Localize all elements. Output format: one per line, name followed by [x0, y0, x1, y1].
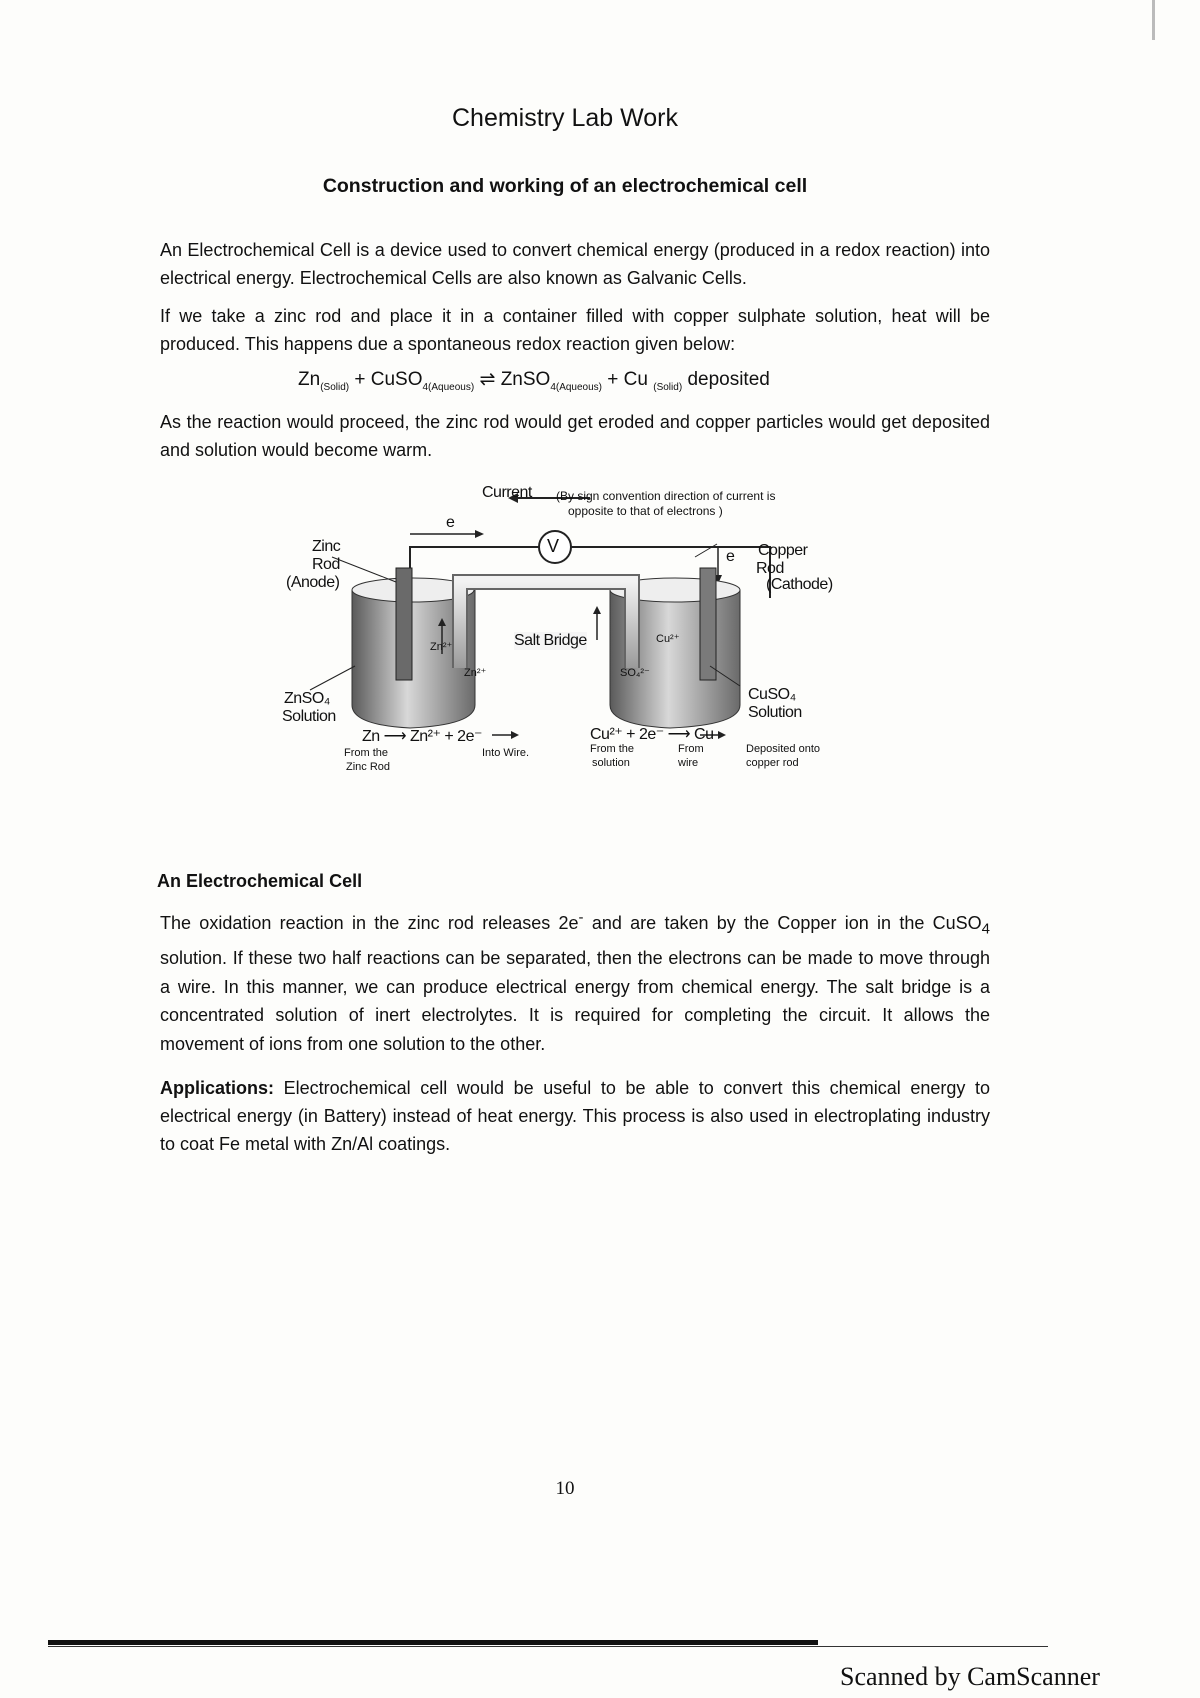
redox-equation: [298, 368, 770, 393]
eq-cu: + Cu: [607, 369, 648, 390]
explanation-a: The oxidation reaction in the zinc rod releases 2e: [160, 913, 579, 933]
cu-ion-label: Cu²⁺: [656, 633, 680, 645]
explanation-c: solution. If these two half reactions can be separated, then the electrons can be made to move through a wire. In this manner, we can produce electrical energy from chemical energy. The salt bridge is a concentrated solution of inert electrolytes. It is required for completing the circuit. It allows the movement of ions from one solution to the other.: [160, 948, 990, 1054]
zinc-rod-label: Rod: [312, 556, 340, 573]
zinc-label: Zinc: [312, 538, 341, 555]
figure-caption: An Electrochemical Cell: [157, 871, 363, 891]
deposited-1: Deposited onto: [746, 743, 820, 755]
current-note-1: (By sign convention direction of current is: [556, 489, 776, 503]
bottom-rule: [48, 1640, 818, 1645]
eq-zn-state: (Solid): [320, 381, 350, 393]
eq-zn: Zn: [298, 369, 321, 390]
paragraph-proceed: As the reaction would proceed, the zinc rod would get eroded and copper particles would get deposited and solution would become warm.: [160, 412, 990, 460]
electron-right-label: e: [726, 548, 735, 565]
page-title: Chemistry Lab Work: [452, 104, 678, 132]
zinc-rod: [396, 568, 412, 680]
eq-cuso4-sub: 4(Aqueous): [422, 381, 475, 393]
into-wire-label: Into Wire.: [482, 747, 530, 759]
anode-label: (Anode): [286, 574, 340, 591]
electrochemical-cell-diagram: [270, 484, 890, 840]
scanner-watermark: Scanned by CamScanner: [840, 1662, 1100, 1691]
znso4-label: ZnSO₄: [284, 690, 330, 707]
explanation-a-sup: -: [578, 909, 584, 926]
paragraph-applications: [160, 1074, 990, 1158]
copper-rod-label: Rod: [756, 560, 784, 577]
eq-cu-state: (Solid): [653, 381, 683, 393]
applications-text: Electrochemical cell would be useful to be able to convert this chemical energy to electrical energy (in Battery) instead of heat energy. This process is also used in electroplating industry to coat Fe metal with Zn/Al coatings.: [160, 1078, 990, 1154]
eq-arrow: ⇌: [479, 369, 496, 390]
electron-arrow-icon: [475, 530, 484, 538]
copper-half-reaction: Cu²⁺ + 2e⁻ ⟶ Cu: [590, 726, 714, 743]
zn-ion-label-2: Zn²⁺: [464, 667, 487, 679]
page-number: 10: [555, 1478, 575, 1499]
from-wire-2: wire: [678, 757, 699, 769]
paragraph-explanation: [160, 904, 990, 1058]
eq-cuso4: + CuSO: [354, 369, 423, 390]
cuso4-label: CuSO₄: [748, 686, 796, 703]
paragraph-intro: An Electrochemical Cell is a device used to convert chemical energy (produced in a redox reaction) into electrical energy. Electrochemical Cells are also known as Galvanic Cells.: [160, 240, 990, 288]
cathode-label: (Cathode): [766, 576, 833, 593]
deposited-2: copper rod: [746, 757, 799, 769]
electron-top-label: e: [446, 514, 455, 531]
current-note-2: opposite to that of electrons ): [568, 504, 723, 518]
applications-label: Applications:: [160, 1078, 275, 1098]
bottom-rule-thin: [48, 1646, 1048, 1647]
copper-label: Copper: [758, 542, 808, 559]
so4-ion-label: SO₄²⁻: [620, 667, 650, 679]
cuso4-solution-label: Solution: [748, 704, 802, 721]
from-zinc-rod-1: From the: [344, 747, 389, 759]
explanation-b: and are taken by the Copper ion in the CuSO: [583, 913, 982, 933]
from-zinc-rod-2: Zinc Rod: [346, 761, 391, 773]
salt-bridge-label: Salt Bridge: [514, 632, 587, 649]
from-solution-1: From the: [590, 743, 635, 755]
eq-znso4-sub: 4(Aqueous): [550, 381, 603, 393]
voltmeter-label: V: [547, 536, 559, 556]
from-solution-2: solution: [592, 757, 630, 769]
zn-ion-label-1: Zn²⁺: [430, 641, 453, 653]
section-title: Construction and working of an electrochemical cell: [322, 175, 808, 197]
current-label: Current: [482, 484, 532, 501]
salt-bridge: [460, 582, 632, 668]
scan-edge-mark: [1152, 0, 1155, 40]
eq-znso4: ZnSO: [500, 369, 551, 390]
zinc-half-reaction: Zn ⟶ Zn²⁺ + 2e⁻: [362, 728, 482, 745]
from-wire-1: From: [678, 743, 704, 755]
explanation-b-sub: 4: [981, 920, 991, 938]
paragraph-zinc-rod: If we take a zinc rod and place it in a container filled with copper sulphate solution, heat will be produced. This happens due a spontaneous redox reaction given below:: [160, 306, 990, 354]
eq-tail: deposited: [687, 369, 770, 390]
znso4-solution-label: Solution: [282, 708, 336, 725]
copper-rod: [700, 568, 716, 680]
